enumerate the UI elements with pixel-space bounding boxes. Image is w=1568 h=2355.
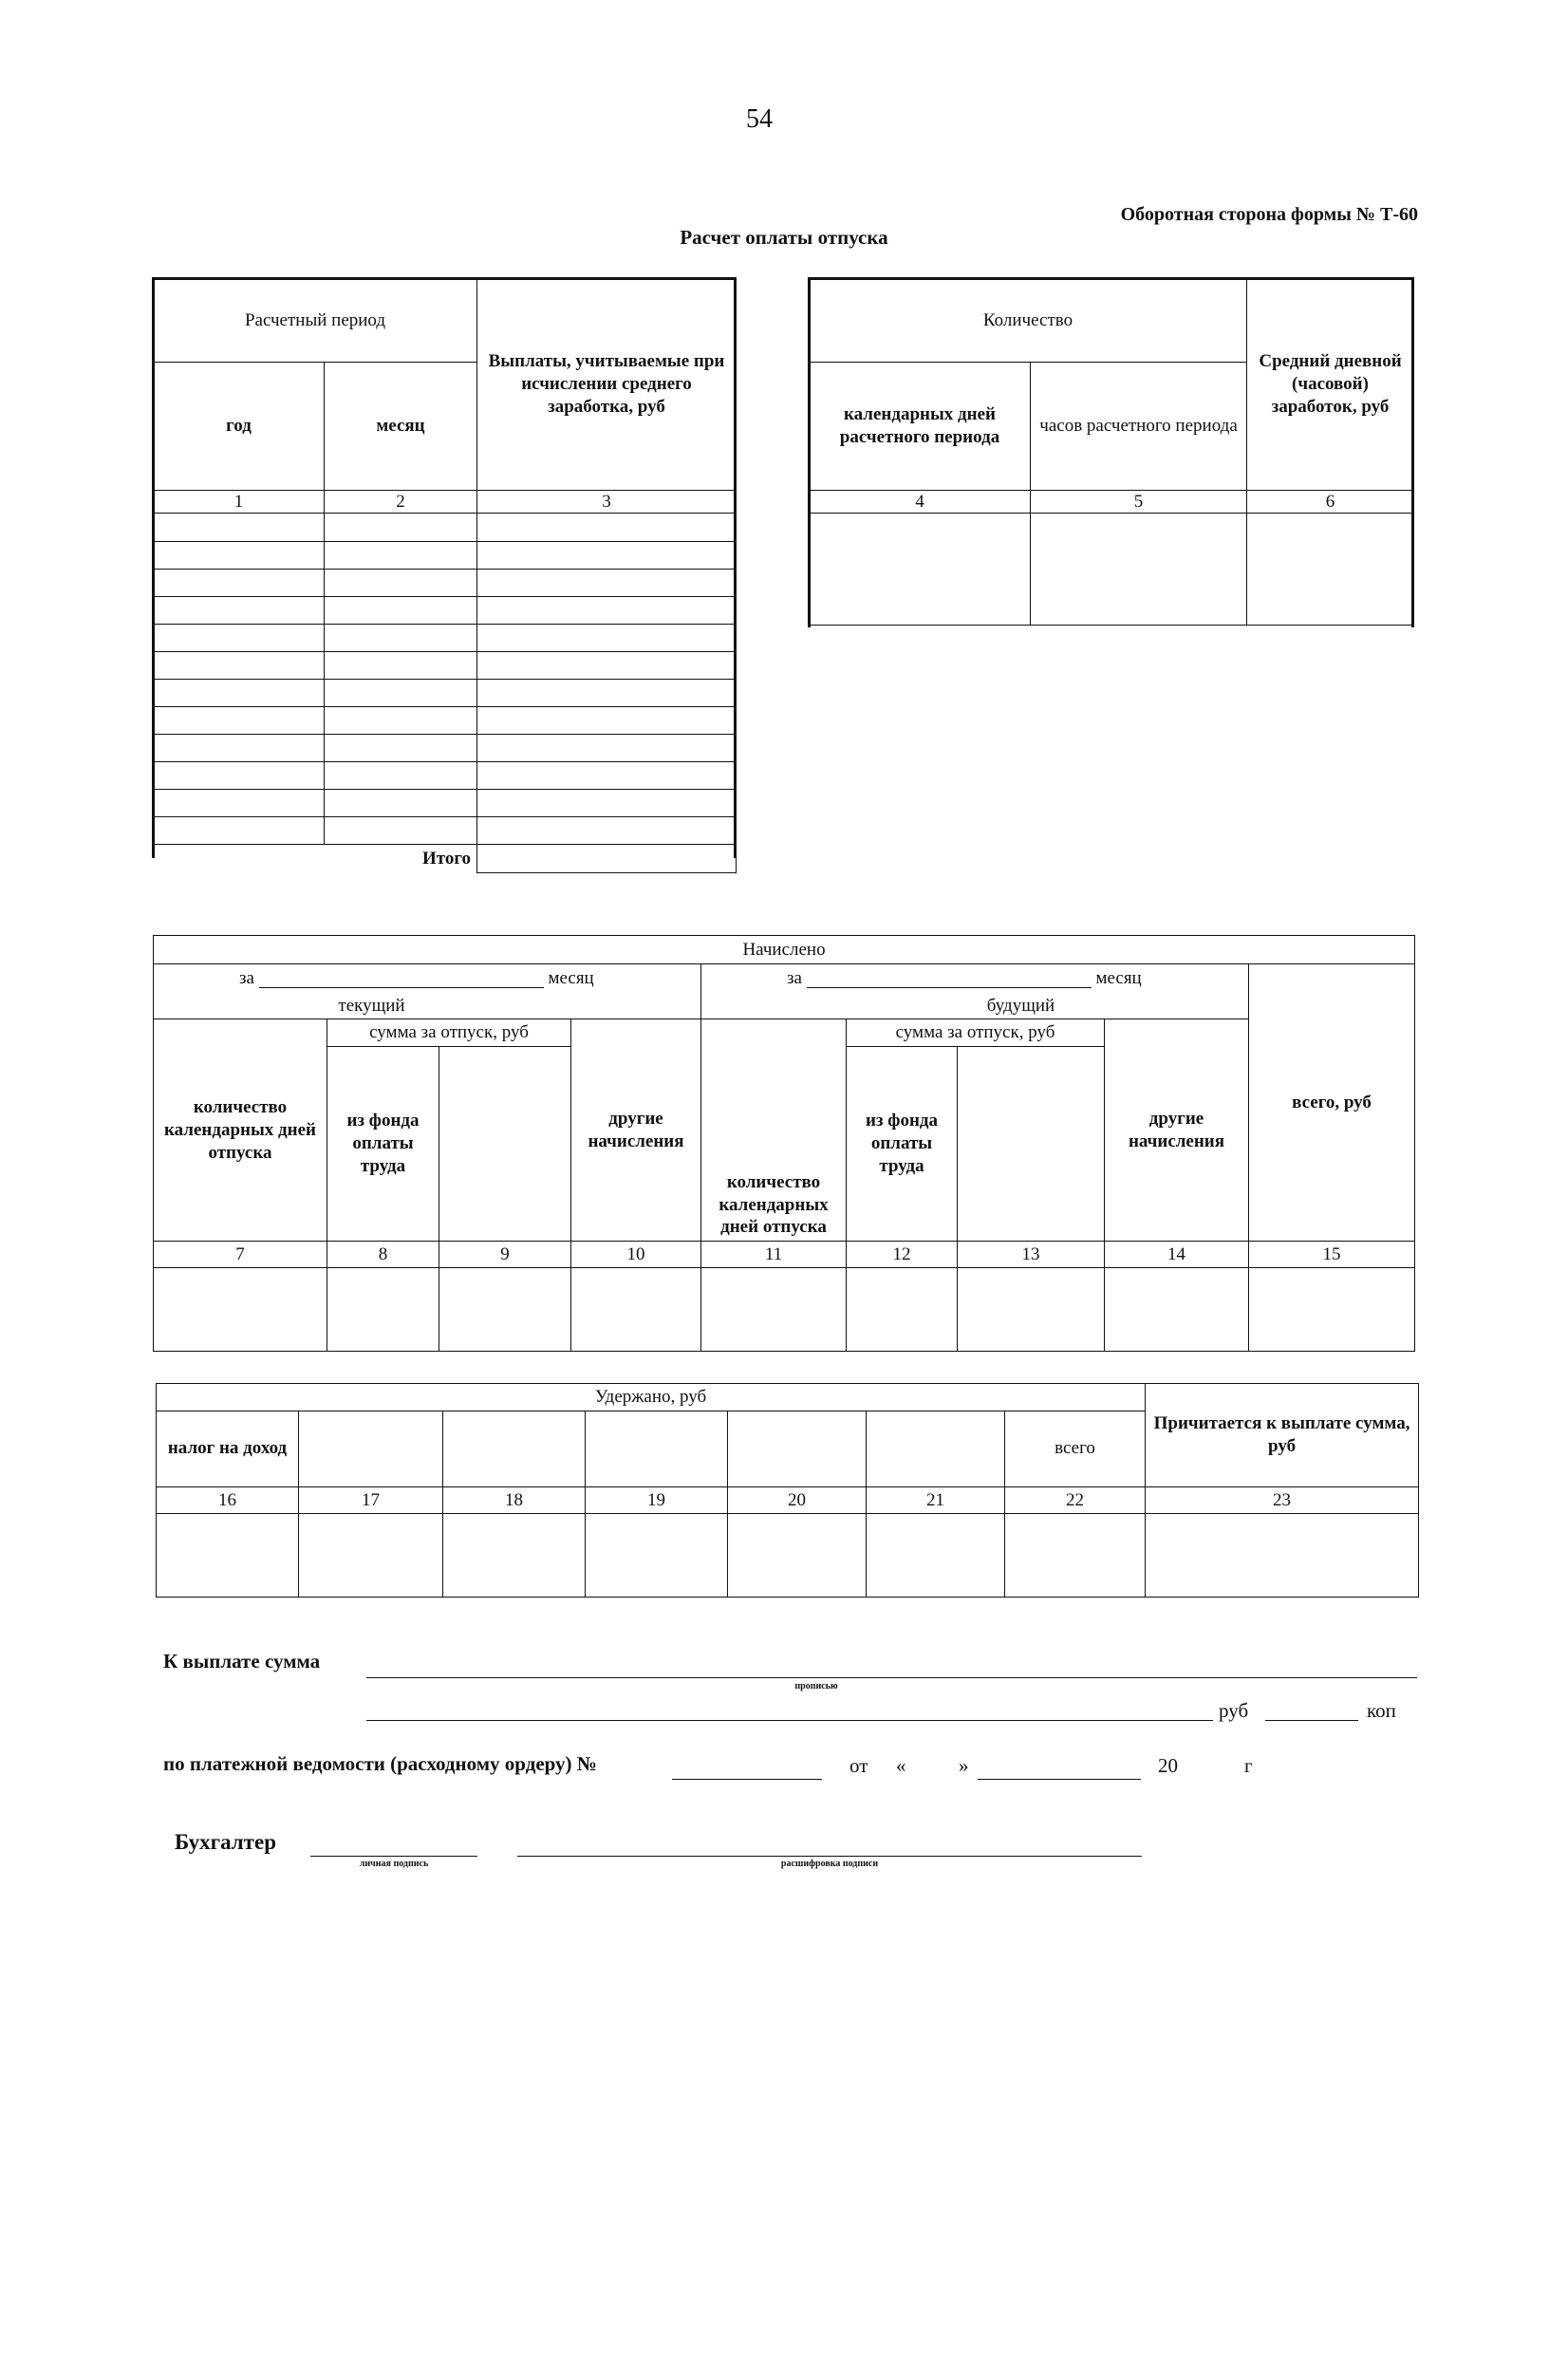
accrued-header: Начислено [154, 936, 1415, 964]
payment-cell[interactable] [477, 817, 737, 845]
column-number: 14 [1105, 1242, 1249, 1268]
accrued-table [153, 935, 1415, 1352]
table-row [154, 514, 737, 542]
data-cell[interactable] [701, 1268, 847, 1352]
for-label: за [239, 967, 254, 988]
column-number: 7 [154, 1242, 327, 1268]
column-number: 9 [439, 1242, 571, 1268]
signature-caption: личная подпись [359, 1859, 429, 1869]
amount-in-words-line-2[interactable] [366, 1720, 1213, 1721]
column-number: 5 [1031, 491, 1247, 514]
total-cell[interactable] [477, 845, 737, 873]
to-pay-label: К выплате сумма [163, 1650, 321, 1673]
column-number: 11 [701, 1242, 847, 1268]
from-label: от [849, 1754, 868, 1777]
period-table [153, 278, 737, 873]
month-cell[interactable] [325, 570, 477, 597]
future-caption: будущий [701, 993, 1249, 1019]
column-number: 21 [867, 1486, 1005, 1513]
payment-cell[interactable] [477, 735, 737, 762]
vacation-days-header: количество календарных дней отпуска [154, 1019, 327, 1242]
payment-cell[interactable] [477, 680, 737, 707]
column-number: 18 [443, 1486, 586, 1513]
blank-header [958, 1047, 1105, 1242]
data-cell[interactable] [586, 1513, 728, 1597]
column-number: 10 [571, 1242, 701, 1268]
month-cell[interactable] [325, 542, 477, 570]
year-cell[interactable] [154, 707, 325, 735]
table-row [154, 817, 737, 845]
column-number: 15 [1249, 1242, 1415, 1268]
month-cell[interactable] [325, 625, 477, 652]
quote-open: « [896, 1754, 906, 1777]
in-words-caption: прописью [794, 1681, 838, 1691]
current-month-input[interactable] [259, 970, 544, 988]
total-header: всего, руб [1249, 964, 1415, 1242]
from-fund-header: из фонда оплаты труда [847, 1047, 958, 1242]
calendar-days-header: календарных дней расчетного периода [810, 363, 1031, 491]
column-number: 3 [477, 491, 737, 514]
table-row [154, 542, 737, 570]
future-month-line [701, 964, 1249, 993]
income-tax-header: налог на доход [157, 1411, 299, 1486]
table-row [154, 762, 737, 790]
column-number: 12 [847, 1242, 958, 1268]
year-cell[interactable] [154, 790, 325, 817]
blank-header [867, 1411, 1005, 1486]
month-cell[interactable] [325, 762, 477, 790]
data-cell[interactable] [154, 1268, 327, 1352]
data-cell[interactable] [728, 1513, 867, 1597]
data-cell[interactable] [443, 1513, 586, 1597]
kop-line[interactable] [1265, 1720, 1358, 1721]
hours-header: часов расчетного периода [1031, 363, 1247, 491]
column-number: 17 [299, 1486, 443, 1513]
column-number: 1 [154, 491, 325, 514]
accountant-label: Бухгалтер [175, 1830, 276, 1854]
statement-number-line[interactable] [672, 1779, 822, 1780]
data-cell[interactable] [1146, 1513, 1419, 1597]
quote-close: » [959, 1754, 969, 1777]
column-number: 23 [1146, 1486, 1419, 1513]
year-cell[interactable] [154, 625, 325, 652]
withheld-header: Удержано, руб [157, 1384, 1146, 1411]
year-cell[interactable] [154, 652, 325, 680]
payment-cell[interactable] [477, 597, 737, 625]
month-cell[interactable] [325, 817, 477, 845]
signature-decoding-line[interactable] [517, 1856, 1142, 1857]
blank-header [443, 1411, 586, 1486]
month-cell[interactable] [325, 652, 477, 680]
year-cell[interactable] [154, 817, 325, 845]
month-label: месяц [548, 967, 594, 988]
blank-header [586, 1411, 728, 1486]
table-row [154, 680, 737, 707]
month-cell[interactable] [325, 514, 477, 542]
data-cell[interactable] [571, 1268, 701, 1352]
column-number: 2 [325, 491, 477, 514]
payment-cell[interactable] [477, 625, 737, 652]
year-prefix: 20 [1158, 1754, 1178, 1777]
other-accruals-header: другие начисления [571, 1019, 701, 1242]
data-cell[interactable] [1005, 1513, 1146, 1597]
kop-label: коп [1367, 1699, 1396, 1722]
table-row [810, 514, 1414, 626]
data-cell[interactable] [299, 1513, 443, 1597]
table-row [154, 735, 737, 762]
blank-header [439, 1047, 571, 1242]
quantity-table [809, 278, 1414, 626]
hours-cell[interactable] [1031, 514, 1247, 626]
page-title: Расчет оплаты отпуска [680, 226, 888, 249]
column-number: 13 [958, 1242, 1105, 1268]
column-number: 20 [728, 1486, 867, 1513]
decoding-caption: расшифровка подписи [780, 1859, 879, 1869]
column-number: 4 [810, 491, 1031, 514]
year-cell[interactable] [154, 597, 325, 625]
year-cell[interactable] [154, 570, 325, 597]
blank-header [299, 1411, 443, 1486]
table-row [154, 790, 737, 817]
for-label: за [787, 967, 802, 988]
table-row [154, 597, 737, 625]
current-caption: текущий [154, 993, 701, 1019]
table-row [154, 652, 737, 680]
payment-cell[interactable] [477, 707, 737, 735]
table-row [154, 707, 737, 735]
calendar-days-cell[interactable] [810, 514, 1031, 626]
payment-cell[interactable] [477, 570, 737, 597]
future-month-input[interactable] [807, 970, 1092, 988]
vacation-sum-header: сумма за отпуск, руб [847, 1019, 1105, 1047]
column-number: 6 [1247, 491, 1414, 514]
data-cell[interactable] [439, 1268, 571, 1352]
table-row [154, 570, 737, 597]
data-cell[interactable] [867, 1513, 1005, 1597]
current-month-line [154, 964, 701, 993]
from-fund-header: из фонда оплаты труда [327, 1047, 439, 1242]
total-row [154, 845, 737, 873]
year-suffix: г [1244, 1754, 1253, 1777]
table-row [157, 1513, 1419, 1597]
rub-label: руб [1219, 1699, 1249, 1722]
column-number: 8 [327, 1242, 439, 1268]
month-cell[interactable] [325, 680, 477, 707]
withheld-table [156, 1383, 1419, 1598]
data-cell[interactable] [327, 1268, 439, 1352]
blank-header [728, 1411, 867, 1486]
average-earnings-header: Средний дневной (часовой) заработок, руб [1247, 279, 1414, 491]
year-cell[interactable] [154, 735, 325, 762]
total-label: Итого [154, 845, 477, 873]
month-cell[interactable] [325, 597, 477, 625]
year-cell[interactable] [154, 680, 325, 707]
amount-in-words-line[interactable] [366, 1677, 1417, 1678]
data-cell[interactable] [1105, 1268, 1249, 1352]
year-cell[interactable] [154, 762, 325, 790]
vacation-days-header: количество календарных дней отпуска [701, 1019, 847, 1242]
due-payment-header: Причитается к выплате сумма, руб [1146, 1384, 1419, 1487]
quantity-group-header: Количество [810, 279, 1247, 363]
data-cell[interactable] [157, 1513, 299, 1597]
payment-cell[interactable] [477, 514, 737, 542]
column-number: 19 [586, 1486, 728, 1513]
column-number: 16 [157, 1486, 299, 1513]
month-cell[interactable] [325, 735, 477, 762]
payments-header: Выплаты, учитываемые при исчислении среднего заработка, руб [477, 279, 737, 491]
table-row [154, 1268, 1415, 1352]
month-header: месяц [325, 363, 477, 491]
column-number: 22 [1005, 1486, 1146, 1513]
month-cell[interactable] [325, 790, 477, 817]
year-cell[interactable] [154, 514, 325, 542]
statement-label: по платежной ведомости (расходному ордеру) № [163, 1752, 597, 1775]
withheld-total-header: всего [1005, 1411, 1146, 1486]
other-accruals-header: другие начисления [1105, 1019, 1249, 1242]
payment-cell[interactable] [477, 652, 737, 680]
month-label: месяц [1095, 967, 1142, 988]
payment-cell[interactable] [477, 790, 737, 817]
table-row [154, 625, 737, 652]
year-cell[interactable] [154, 542, 325, 570]
data-cell[interactable] [1249, 1268, 1415, 1352]
page-number: 54 [746, 104, 773, 134]
payment-cell[interactable] [477, 542, 737, 570]
date-month-line[interactable] [978, 1779, 1141, 1780]
period-group-header: Расчетный период [154, 279, 477, 363]
signature-line[interactable] [310, 1856, 477, 1857]
payment-cell[interactable] [477, 762, 737, 790]
data-cell[interactable] [847, 1268, 958, 1352]
form-reference: Оборотная сторона формы № Т-60 [1120, 204, 1418, 225]
data-cell[interactable] [958, 1268, 1105, 1352]
year-header: год [154, 363, 325, 491]
vacation-sum-header: сумма за отпуск, руб [327, 1019, 571, 1047]
average-earnings-cell[interactable] [1247, 514, 1414, 626]
month-cell[interactable] [325, 707, 477, 735]
